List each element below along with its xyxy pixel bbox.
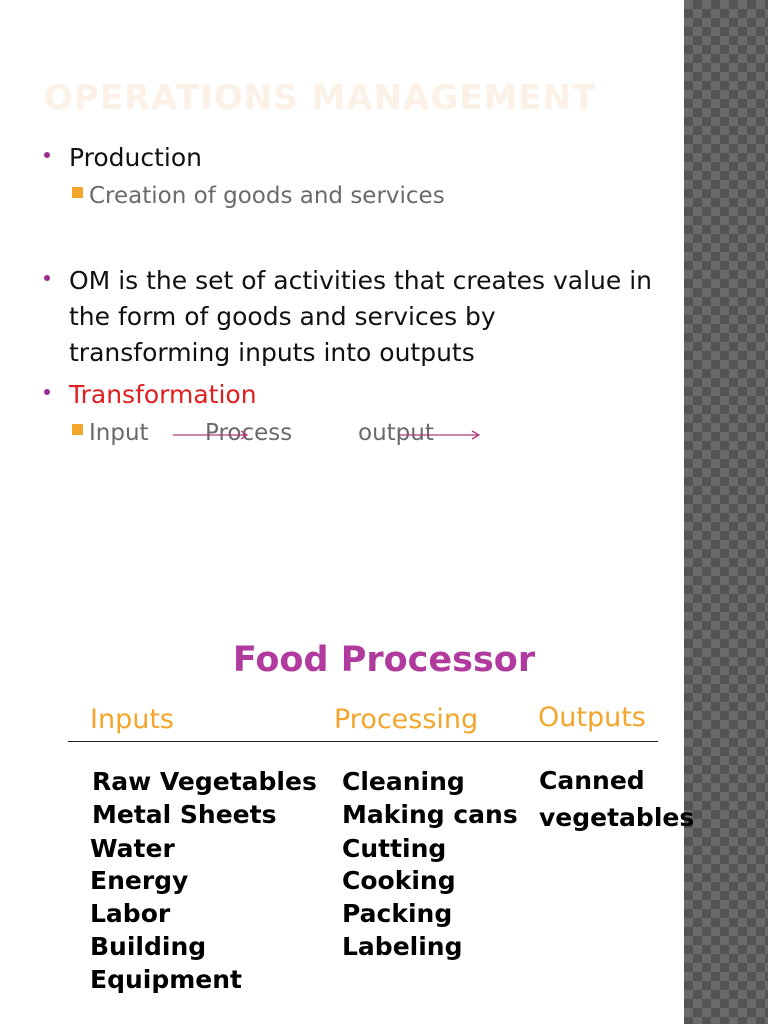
flow-input-label: Input (89, 420, 149, 446)
input-item: Building (90, 932, 207, 961)
bullet-text: Production (69, 143, 203, 172)
processing-item: Labeling (342, 932, 463, 961)
processing-item: Making cans (342, 800, 518, 829)
input-item: Labor (90, 899, 171, 928)
flow-arrows (0, 0, 768, 480)
processing-item: Cooking (342, 866, 456, 895)
bullet-text: OM is the set of activities that creates value in the form of goods and services by transforming inputs into outputs (69, 266, 653, 367)
header-divider (68, 741, 658, 742)
processing-item: Packing (342, 899, 453, 928)
processing-item: Cutting (342, 834, 447, 863)
food-processor-heading: Food Processor (232, 640, 536, 680)
bullet-text: Transformation (69, 380, 257, 409)
sub-bullet-text: Creation of goods and services (89, 183, 445, 209)
output-item: vegetables (539, 803, 695, 832)
input-item: Energy (90, 866, 189, 895)
input-item: Raw Vegetables (92, 767, 317, 796)
column-header-outputs: Outputs (538, 702, 646, 733)
output-item: Canned (539, 766, 645, 795)
processing-item: Cleaning (342, 767, 465, 796)
input-item: Metal Sheets (92, 800, 277, 829)
flow-process-label: Process (205, 420, 293, 446)
slide-title: OPERATIONS MANAGEMENT (44, 78, 597, 118)
input-item: Equipment (90, 965, 242, 994)
column-header-inputs: Inputs (90, 704, 174, 735)
column-header-processing: Processing (334, 704, 479, 735)
flow-output-label: output (358, 420, 434, 446)
input-item: Water (90, 834, 175, 863)
